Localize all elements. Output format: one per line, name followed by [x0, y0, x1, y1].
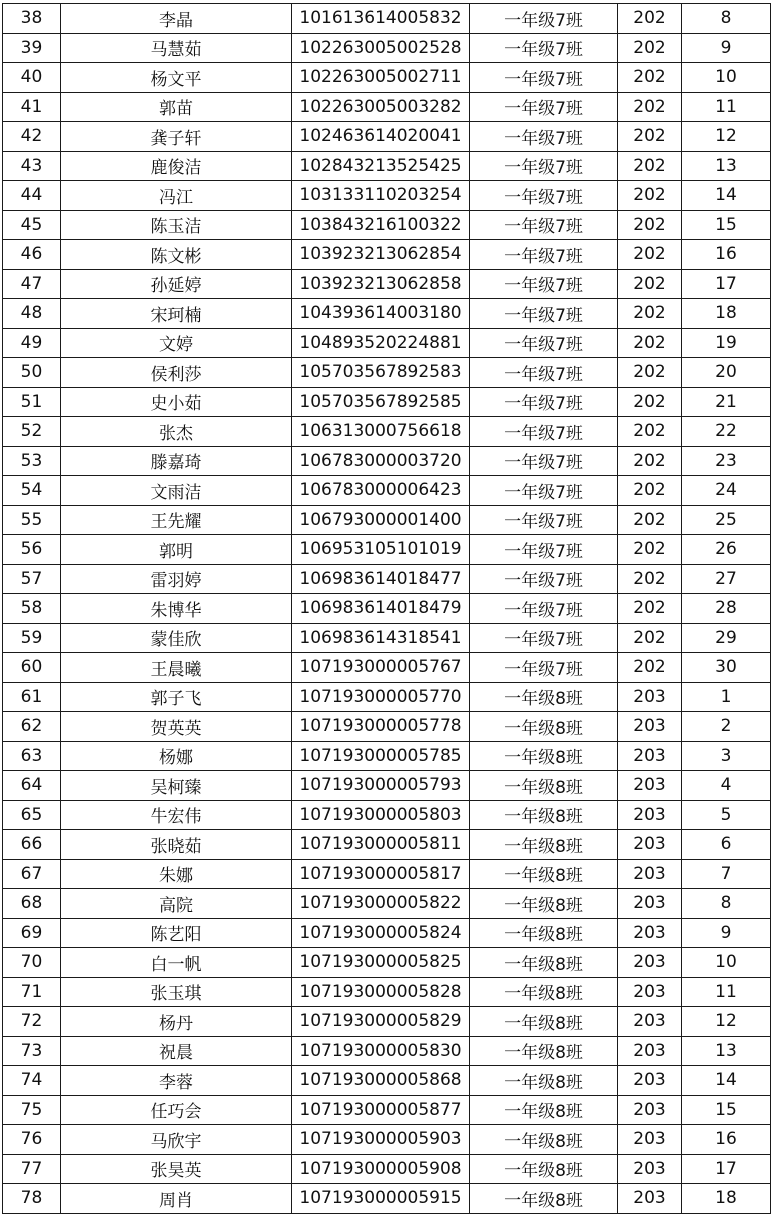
- class-cell: 一年级8班: [470, 977, 618, 1007]
- room-cell: 203: [618, 859, 682, 889]
- exam-id-cell: 107193000005915: [292, 1184, 470, 1214]
- row-index-cell: 72: [3, 1007, 61, 1037]
- class-cell: 一年级8班: [470, 1095, 618, 1125]
- exam-id-cell: 107193000005785: [292, 741, 470, 771]
- table-row: [3, 1036, 771, 1066]
- room-cell: 202: [618, 564, 682, 594]
- seat-cell: 13: [682, 1036, 771, 1066]
- table-row: [3, 358, 771, 388]
- exam-id-cell: 107193000005817: [292, 859, 470, 889]
- seat-cell: 5: [682, 800, 771, 830]
- seat-cell: 13: [682, 151, 771, 181]
- student-name-cell: 鹿俊洁: [61, 151, 292, 181]
- class-cell: 一年级7班: [470, 299, 618, 329]
- seat-cell: 14: [682, 181, 771, 211]
- student-name-cell: 孙延婷: [61, 269, 292, 299]
- student-name-cell: 文雨洁: [61, 476, 292, 506]
- exam-id-cell: 107193000005825: [292, 948, 470, 978]
- room-cell: 202: [618, 505, 682, 535]
- row-index-cell: 78: [3, 1184, 61, 1214]
- student-name-cell: 冯江: [61, 181, 292, 211]
- room-cell: 203: [618, 771, 682, 801]
- table-row: [3, 977, 771, 1007]
- row-index-cell: 38: [3, 4, 61, 34]
- class-cell: 一年级7班: [470, 33, 618, 63]
- room-cell: 202: [618, 269, 682, 299]
- row-index-cell: 57: [3, 564, 61, 594]
- student-name-cell: 白一帆: [61, 948, 292, 978]
- class-cell: 一年级8班: [470, 948, 618, 978]
- seat-cell: 7: [682, 859, 771, 889]
- table-row: [3, 92, 771, 122]
- seat-cell: 8: [682, 889, 771, 919]
- row-index-cell: 70: [3, 948, 61, 978]
- table-row: [3, 151, 771, 181]
- student-name-cell: 牛宏伟: [61, 800, 292, 830]
- table-row: [3, 1066, 771, 1096]
- student-name-cell: 吴柯臻: [61, 771, 292, 801]
- room-cell: 203: [618, 1007, 682, 1037]
- class-cell: 一年级7班: [470, 240, 618, 270]
- room-cell: 203: [618, 918, 682, 948]
- exam-id-cell: 106983614318541: [292, 623, 470, 653]
- exam-id-cell: 106983614018479: [292, 594, 470, 624]
- student-name-cell: 张昊英: [61, 1154, 292, 1184]
- room-cell: 202: [618, 210, 682, 240]
- exam-id-cell: 107193000005822: [292, 889, 470, 919]
- class-cell: 一年级7班: [470, 446, 618, 476]
- room-cell: 202: [618, 328, 682, 358]
- table-row: [3, 564, 771, 594]
- student-name-cell: 杨文平: [61, 63, 292, 93]
- student-name-cell: 郭子飞: [61, 682, 292, 712]
- row-index-cell: 66: [3, 830, 61, 860]
- seat-cell: 15: [682, 1095, 771, 1125]
- table-row: [3, 269, 771, 299]
- table-row: [3, 63, 771, 93]
- exam-id-cell: 102843213525425: [292, 151, 470, 181]
- student-name-cell: 杨娜: [61, 741, 292, 771]
- exam-id-cell: 103923213062858: [292, 269, 470, 299]
- seat-cell: 25: [682, 505, 771, 535]
- table-row: [3, 240, 771, 270]
- seat-cell: 15: [682, 210, 771, 240]
- table-row: [3, 33, 771, 63]
- table-row: [3, 181, 771, 211]
- seat-cell: 10: [682, 948, 771, 978]
- student-name-cell: 祝晨: [61, 1036, 292, 1066]
- exam-id-cell: 106783000003720: [292, 446, 470, 476]
- exam-id-cell: 106793000001400: [292, 505, 470, 535]
- seat-cell: 6: [682, 830, 771, 860]
- room-cell: 203: [618, 1184, 682, 1214]
- exam-id-cell: 106783000006423: [292, 476, 470, 506]
- seat-cell: 14: [682, 1066, 771, 1096]
- table-row: [3, 1184, 771, 1214]
- exam-id-cell: 103133110203254: [292, 181, 470, 211]
- room-cell: 202: [618, 476, 682, 506]
- row-index-cell: 76: [3, 1125, 61, 1155]
- class-cell: 一年级8班: [470, 682, 618, 712]
- exam-id-cell: 104893520224881: [292, 328, 470, 358]
- row-index-cell: 54: [3, 476, 61, 506]
- room-cell: 202: [618, 151, 682, 181]
- seat-cell: 27: [682, 564, 771, 594]
- class-cell: 一年级7班: [470, 476, 618, 506]
- room-cell: 202: [618, 299, 682, 329]
- seat-cell: 22: [682, 417, 771, 447]
- room-cell: 203: [618, 1095, 682, 1125]
- room-cell: 202: [618, 594, 682, 624]
- seat-cell: 10: [682, 63, 771, 93]
- student-name-cell: 蒙佳欣: [61, 623, 292, 653]
- room-cell: 202: [618, 181, 682, 211]
- class-cell: 一年级8班: [470, 771, 618, 801]
- table-row: [3, 535, 771, 565]
- class-cell: 一年级7班: [470, 63, 618, 93]
- table-row: [3, 653, 771, 683]
- table-row: [3, 623, 771, 653]
- table-row: [3, 387, 771, 417]
- class-cell: 一年级8班: [470, 1036, 618, 1066]
- seat-cell: 26: [682, 535, 771, 565]
- seat-cell: 4: [682, 771, 771, 801]
- seat-cell: 9: [682, 918, 771, 948]
- exam-id-cell: 107193000005908: [292, 1154, 470, 1184]
- row-index-cell: 40: [3, 63, 61, 93]
- room-cell: 203: [618, 1154, 682, 1184]
- exam-id-cell: 102463614020041: [292, 122, 470, 152]
- room-cell: 203: [618, 1066, 682, 1096]
- student-name-cell: 滕嘉琦: [61, 446, 292, 476]
- room-cell: 203: [618, 712, 682, 742]
- row-index-cell: 55: [3, 505, 61, 535]
- seat-cell: 16: [682, 1125, 771, 1155]
- row-index-cell: 58: [3, 594, 61, 624]
- row-index-cell: 75: [3, 1095, 61, 1125]
- table-row: [3, 1125, 771, 1155]
- student-name-cell: 张晓茹: [61, 830, 292, 860]
- exam-id-cell: 103923213062854: [292, 240, 470, 270]
- row-index-cell: 46: [3, 240, 61, 270]
- class-cell: 一年级7班: [470, 210, 618, 240]
- class-cell: 一年级8班: [470, 889, 618, 919]
- row-index-cell: 50: [3, 358, 61, 388]
- student-name-cell: 龚子轩: [61, 122, 292, 152]
- exam-id-cell: 104393614003180: [292, 299, 470, 329]
- table-row: [3, 299, 771, 329]
- room-cell: 203: [618, 1036, 682, 1066]
- seat-cell: 11: [682, 977, 771, 1007]
- class-cell: 一年级7班: [470, 151, 618, 181]
- room-cell: 203: [618, 889, 682, 919]
- seat-cell: 18: [682, 299, 771, 329]
- seat-cell: 20: [682, 358, 771, 388]
- seat-cell: 30: [682, 653, 771, 683]
- student-name-cell: 宋珂楠: [61, 299, 292, 329]
- student-name-cell: 朱博华: [61, 594, 292, 624]
- roster-table: [2, 3, 771, 1214]
- room-cell: 203: [618, 682, 682, 712]
- table-row: [3, 741, 771, 771]
- student-name-cell: 马欣宇: [61, 1125, 292, 1155]
- room-cell: 202: [618, 417, 682, 447]
- seat-cell: 2: [682, 712, 771, 742]
- student-name-cell: 郭苗: [61, 92, 292, 122]
- row-index-cell: 71: [3, 977, 61, 1007]
- seat-cell: 11: [682, 92, 771, 122]
- student-name-cell: 史小茹: [61, 387, 292, 417]
- table-row: [3, 446, 771, 476]
- row-index-cell: 56: [3, 535, 61, 565]
- class-cell: 一年级8班: [470, 859, 618, 889]
- student-name-cell: 高院: [61, 889, 292, 919]
- row-index-cell: 48: [3, 299, 61, 329]
- seat-cell: 3: [682, 741, 771, 771]
- seat-cell: 24: [682, 476, 771, 506]
- class-cell: 一年级7班: [470, 269, 618, 299]
- student-name-cell: 李蓉: [61, 1066, 292, 1096]
- exam-id-cell: 103843216100322: [292, 210, 470, 240]
- table-row: [3, 1095, 771, 1125]
- seat-cell: 8: [682, 4, 771, 34]
- class-cell: 一年级8班: [470, 830, 618, 860]
- class-cell: 一年级8班: [470, 1066, 618, 1096]
- exam-id-cell: 107193000005828: [292, 977, 470, 1007]
- student-name-cell: 贺英英: [61, 712, 292, 742]
- exam-id-cell: 107193000005793: [292, 771, 470, 801]
- seat-cell: 28: [682, 594, 771, 624]
- row-index-cell: 42: [3, 122, 61, 152]
- table-row: [3, 476, 771, 506]
- room-cell: 203: [618, 977, 682, 1007]
- row-index-cell: 77: [3, 1154, 61, 1184]
- row-index-cell: 49: [3, 328, 61, 358]
- room-cell: 203: [618, 741, 682, 771]
- student-name-cell: 张玉琪: [61, 977, 292, 1007]
- row-index-cell: 65: [3, 800, 61, 830]
- table-row: [3, 771, 771, 801]
- row-index-cell: 43: [3, 151, 61, 181]
- room-cell: 202: [618, 33, 682, 63]
- row-index-cell: 45: [3, 210, 61, 240]
- class-cell: 一年级7班: [470, 122, 618, 152]
- exam-id-cell: 102263005002711: [292, 63, 470, 93]
- room-cell: 202: [618, 623, 682, 653]
- row-index-cell: 41: [3, 92, 61, 122]
- table-row: [3, 800, 771, 830]
- row-index-cell: 39: [3, 33, 61, 63]
- table-row: [3, 830, 771, 860]
- room-cell: 202: [618, 358, 682, 388]
- room-cell: 202: [618, 387, 682, 417]
- table-row: [3, 948, 771, 978]
- exam-id-cell: 107193000005767: [292, 653, 470, 683]
- row-index-cell: 62: [3, 712, 61, 742]
- student-name-cell: 杨丹: [61, 1007, 292, 1037]
- student-name-cell: 文婷: [61, 328, 292, 358]
- room-cell: 203: [618, 948, 682, 978]
- table-row: [3, 594, 771, 624]
- row-index-cell: 74: [3, 1066, 61, 1096]
- class-cell: 一年级8班: [470, 918, 618, 948]
- student-name-cell: 任巧会: [61, 1095, 292, 1125]
- exam-id-cell: 107193000005824: [292, 918, 470, 948]
- row-index-cell: 53: [3, 446, 61, 476]
- row-index-cell: 67: [3, 859, 61, 889]
- table-row: [3, 682, 771, 712]
- class-cell: 一年级8班: [470, 712, 618, 742]
- row-index-cell: 73: [3, 1036, 61, 1066]
- student-name-cell: 王晨曦: [61, 653, 292, 683]
- student-name-cell: 张杰: [61, 417, 292, 447]
- exam-id-cell: 102263005002528: [292, 33, 470, 63]
- student-name-cell: 雷羽婷: [61, 564, 292, 594]
- room-cell: 202: [618, 240, 682, 270]
- class-cell: 一年级7班: [470, 594, 618, 624]
- room-cell: 203: [618, 830, 682, 860]
- student-name-cell: 马慧茹: [61, 33, 292, 63]
- table-row: [3, 122, 771, 152]
- seat-cell: 12: [682, 122, 771, 152]
- table-row: [3, 417, 771, 447]
- class-cell: 一年级8班: [470, 1007, 618, 1037]
- class-cell: 一年级7班: [470, 4, 618, 34]
- exam-id-cell: 105703567892583: [292, 358, 470, 388]
- exam-id-cell: 105703567892585: [292, 387, 470, 417]
- seat-cell: 29: [682, 623, 771, 653]
- exam-id-cell: 107193000005830: [292, 1036, 470, 1066]
- class-cell: 一年级7班: [470, 564, 618, 594]
- table-row: [3, 1154, 771, 1184]
- exam-id-cell: 107193000005903: [292, 1125, 470, 1155]
- table-row: [3, 918, 771, 948]
- class-cell: 一年级8班: [470, 1125, 618, 1155]
- seat-cell: 9: [682, 33, 771, 63]
- student-name-cell: 陈文彬: [61, 240, 292, 270]
- class-cell: 一年级7班: [470, 505, 618, 535]
- table-row: [3, 1007, 771, 1037]
- class-cell: 一年级7班: [470, 358, 618, 388]
- room-cell: 202: [618, 446, 682, 476]
- table-row: [3, 712, 771, 742]
- table-row: [3, 4, 771, 34]
- table-row: [3, 210, 771, 240]
- row-index-cell: 47: [3, 269, 61, 299]
- room-cell: 203: [618, 800, 682, 830]
- table-row: [3, 889, 771, 919]
- row-index-cell: 60: [3, 653, 61, 683]
- student-name-cell: 王先耀: [61, 505, 292, 535]
- class-cell: 一年级8班: [470, 1154, 618, 1184]
- exam-id-cell: 106983614018477: [292, 564, 470, 594]
- exam-id-cell: 106953105101019: [292, 535, 470, 565]
- table-row: [3, 328, 771, 358]
- room-cell: 202: [618, 653, 682, 683]
- seat-cell: 17: [682, 269, 771, 299]
- exam-id-cell: 107193000005778: [292, 712, 470, 742]
- student-name-cell: 周肖: [61, 1184, 292, 1214]
- seat-cell: 23: [682, 446, 771, 476]
- seat-cell: 12: [682, 1007, 771, 1037]
- class-cell: 一年级7班: [470, 653, 618, 683]
- seat-cell: 19: [682, 328, 771, 358]
- row-index-cell: 44: [3, 181, 61, 211]
- room-cell: 203: [618, 1125, 682, 1155]
- exam-id-cell: 107193000005868: [292, 1066, 470, 1096]
- seat-cell: 17: [682, 1154, 771, 1184]
- class-cell: 一年级7班: [470, 417, 618, 447]
- row-index-cell: 69: [3, 918, 61, 948]
- room-cell: 202: [618, 63, 682, 93]
- student-name-cell: 侯利莎: [61, 358, 292, 388]
- student-name-cell: 李晶: [61, 4, 292, 34]
- class-cell: 一年级8班: [470, 741, 618, 771]
- class-cell: 一年级7班: [470, 535, 618, 565]
- row-index-cell: 68: [3, 889, 61, 919]
- room-cell: 202: [618, 535, 682, 565]
- student-name-cell: 陈艺阳: [61, 918, 292, 948]
- row-index-cell: 61: [3, 682, 61, 712]
- exam-id-cell: 107193000005829: [292, 1007, 470, 1037]
- row-index-cell: 51: [3, 387, 61, 417]
- exam-id-cell: 107193000005877: [292, 1095, 470, 1125]
- seat-cell: 21: [682, 387, 771, 417]
- row-index-cell: 63: [3, 741, 61, 771]
- exam-id-cell: 101613614005832: [292, 4, 470, 34]
- class-cell: 一年级8班: [470, 800, 618, 830]
- exam-id-cell: 107193000005803: [292, 800, 470, 830]
- seat-cell: 18: [682, 1184, 771, 1214]
- class-cell: 一年级7班: [470, 623, 618, 653]
- row-index-cell: 59: [3, 623, 61, 653]
- class-cell: 一年级7班: [470, 328, 618, 358]
- room-cell: 202: [618, 122, 682, 152]
- class-cell: 一年级7班: [470, 181, 618, 211]
- class-cell: 一年级7班: [470, 92, 618, 122]
- seat-cell: 1: [682, 682, 771, 712]
- student-name-cell: 朱娜: [61, 859, 292, 889]
- table-row: [3, 859, 771, 889]
- roster-body: [3, 4, 771, 1214]
- exam-id-cell: 102263005003282: [292, 92, 470, 122]
- room-cell: 202: [618, 4, 682, 34]
- room-cell: 202: [618, 92, 682, 122]
- table-row: [3, 505, 771, 535]
- exam-id-cell: 107193000005811: [292, 830, 470, 860]
- seat-cell: 16: [682, 240, 771, 270]
- class-cell: 一年级7班: [470, 387, 618, 417]
- student-name-cell: 陈玉洁: [61, 210, 292, 240]
- exam-id-cell: 107193000005770: [292, 682, 470, 712]
- class-cell: 一年级8班: [470, 1184, 618, 1214]
- student-name-cell: 郭明: [61, 535, 292, 565]
- row-index-cell: 64: [3, 771, 61, 801]
- row-index-cell: 52: [3, 417, 61, 447]
- exam-id-cell: 106313000756618: [292, 417, 470, 447]
